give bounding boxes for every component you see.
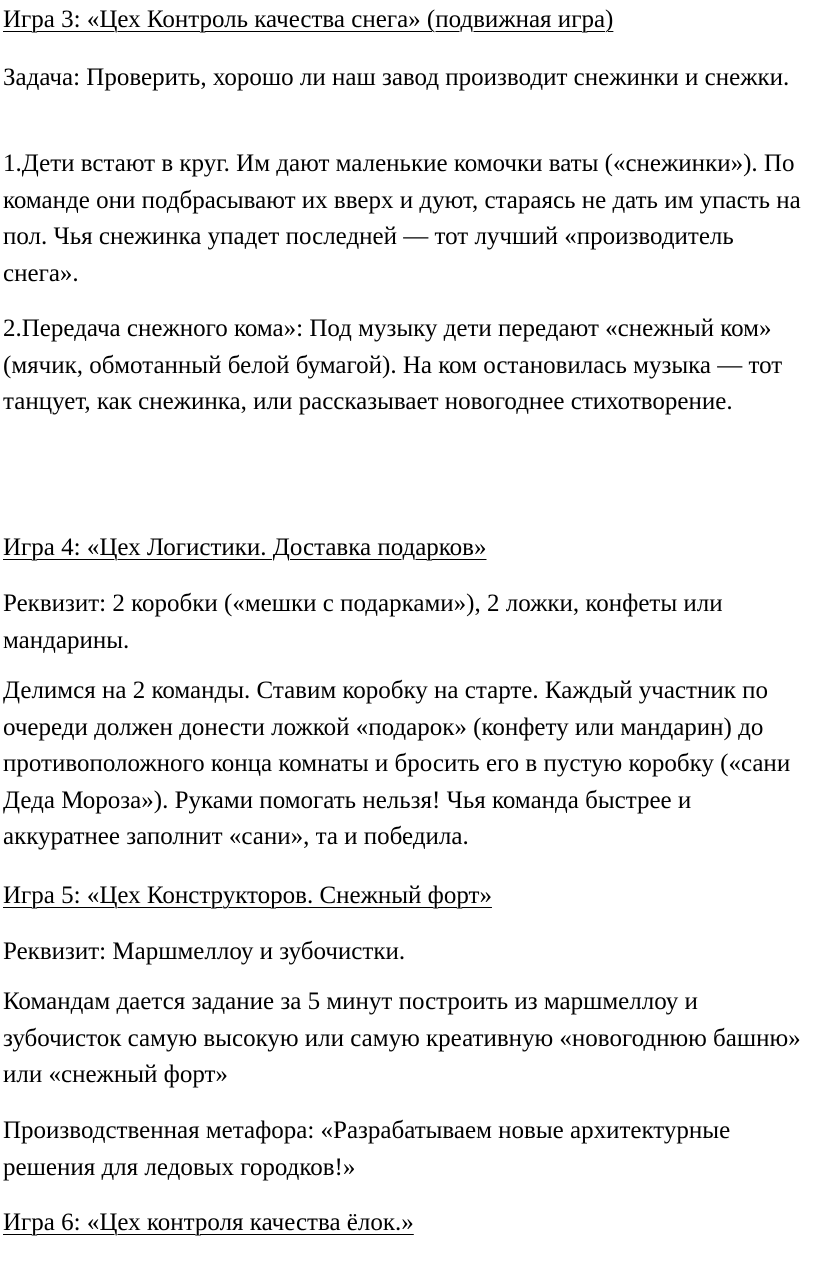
game6-title: Игра 6: «Цех контроля качества ёлок.» xyxy=(3,1209,414,1236)
game4-title: Игра 4: «Цех Логистики. Доставка подарков» xyxy=(3,534,487,561)
game4-description: Делимся на 2 команды. Ставим коробку на старте. Каждый участник по очереди должен донести ложкой «подарок» (конфету или мандарин) до противоположного конца комнаты и бросить его в пустую коробку («сани Деда Мороза»). Руками помогать нельзя! Чья команда быстрее и аккуратнее заполнит «сани», та и победила. xyxy=(3,677,791,850)
game5-metaphor: Производственная метафора: «Разрабатываем новые архитектурные решения для ледовых городков!» xyxy=(3,1117,731,1181)
game3-step1: 1.Дети встают в круг. Им дают маленькие комочки ваты («снежинки»). По команде они подбрасывают их вверх и дуют, стараясь не дать им упасть на пол. Чья снежинка упадет последней — тот лучший «производитель снега». xyxy=(3,150,801,287)
game5-title: Игра 5: «Цех Конструкторов. Снежный форт» xyxy=(3,882,492,909)
game3-step2: 2.Передача снежного кома»: Под музыку дети передают «снежный ком» (мячик, обмотанный белой бумагой). На ком остановилась музыка — тот танцует, как снежинка, или рассказывает новогоднее стихотворение. xyxy=(3,315,783,415)
game4-props: Реквизит: 2 коробки («мешки с подарками»), 2 ложки, конфеты или мандарины. xyxy=(3,590,723,654)
game3-task: Задача: Проверить, хорошо ли наш завод производит снежинки и снежки. xyxy=(3,64,790,91)
game5-props: Реквизит: Маршмеллоу и зубочистки. xyxy=(3,938,406,965)
game5-description: Командам дается задание за 5 минут построить из маршмеллоу и зубочисток самую высокую или самую креативную «новогоднюю башню» или «снежный форт» xyxy=(3,988,801,1088)
game3-title: Игра 3: «Цех Контроль качества снега» (подвижная игра) xyxy=(3,6,614,33)
